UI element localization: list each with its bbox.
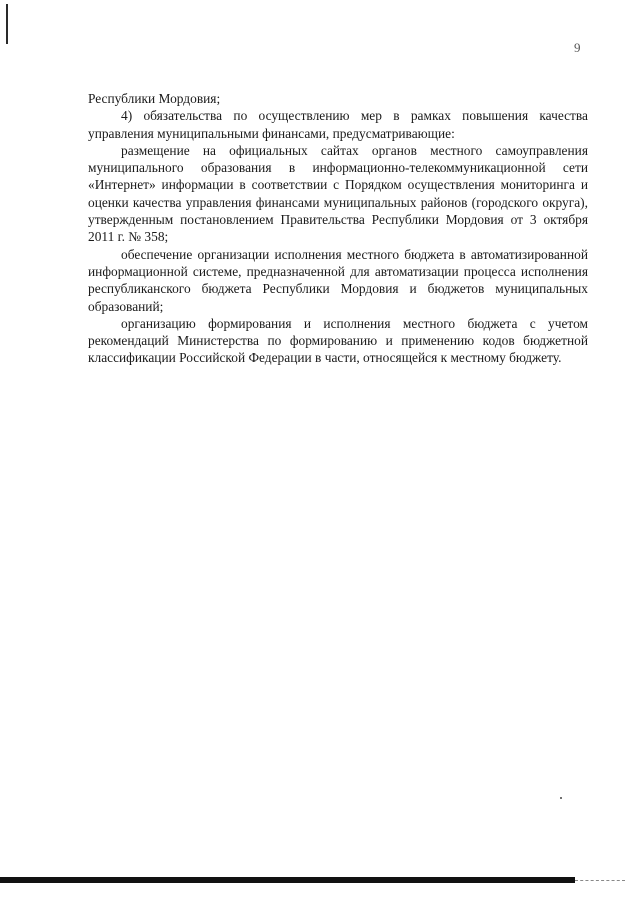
paragraph-budget-execution: обеспечение организации исполнения местного бюджета в автоматизированной информационной системе, предназначенной для автоматизации процесса исполнения республиканского бюджета Республики Мордовия и бюджетов муниципальных образований; [88,246,588,314]
document-body [88,90,588,367]
paragraph-website-publication: размещение на официальных сайтах органов местного самоуправления муниципального образования в информационно-телекоммуникационной сети «Интернет» информации в соответствии с Порядком осуществления мониторинга и оценки качества управления финансами муниципальных районов (городского округа), утвержденным постановлением Правительства Республики Мордовия от 3 октября 2011 г. № 358; [88,142,588,245]
scan-margin-mark [6,4,8,44]
scan-speck [560,797,562,799]
scan-bottom-border [0,877,575,883]
scan-bottom-border-tail [575,880,625,882]
paragraph-continuation: Республики Мордовия; [88,91,221,106]
page-number: 9 [574,40,581,55]
paragraph-obligations: 4) обязательства по осуществлению мер в рамках повышения качества управления муниципальными финансами, предусматривающие: [88,108,588,141]
paragraph-budget-formation: организацию формирования и исполнения местного бюджета с учетом рекомендаций Министерства по формированию и применению кодов бюджетной классификации Российской Федерации в части, относящейся к местному бюджету. [88,315,588,366]
